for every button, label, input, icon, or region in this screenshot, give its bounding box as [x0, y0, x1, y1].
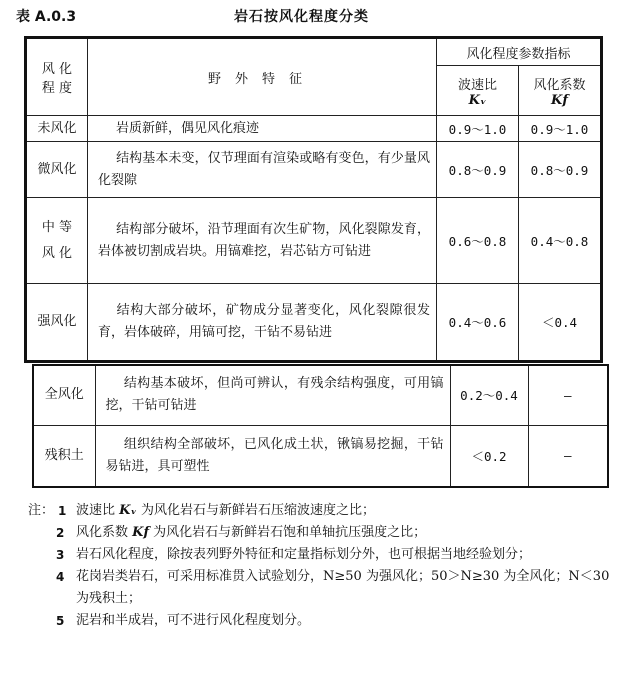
wave-ratio-label: 波速比 — [457, 77, 497, 93]
grade-header-line1: 风 化 — [41, 62, 73, 77]
note-item — [28, 566, 620, 610]
coef-header — [519, 66, 602, 116]
feature-cell — [88, 142, 437, 198]
feature-cell — [88, 198, 437, 284]
note-number: 1 — [58, 504, 67, 518]
grade-line1: 中 等 — [41, 219, 73, 235]
feature-text: 结构基本破坏，但尚可辨认，有残余结构强度，可用镐挖，干钻可钻进 — [105, 376, 444, 414]
feature-text: 组织结构全部破坏，已风化成土状，锹镐易挖掘，干钻易钻进，具可塑性 — [105, 436, 444, 474]
kf-cell: — — [528, 425, 608, 487]
weathering-table-upper — [24, 36, 603, 363]
note-text: 岩石风化程度，除按表列野外特征和定量指标划分外，也可根据当地经验划分； — [76, 547, 532, 562]
note-symbol: Kᵥ — [119, 503, 137, 518]
note-text: 泥岩和半成岩，可不进行风化程度划分。 — [76, 613, 311, 628]
note-symbol: Kf — [132, 525, 150, 540]
feature-cell — [95, 425, 450, 487]
note-item — [28, 500, 620, 522]
kf-cell: 0.4～0.8 — [519, 198, 602, 284]
weathering-table-lower — [32, 364, 609, 488]
kv-cell: 0.4～0.6 — [437, 284, 519, 362]
grade-line2: 风 化 — [41, 245, 73, 261]
table-notes — [28, 500, 620, 632]
table-row — [26, 284, 602, 362]
kf-cell: — — [528, 365, 608, 425]
table-row — [33, 365, 608, 425]
note-number: 5 — [56, 614, 65, 628]
table-row — [26, 142, 602, 198]
grade-cell: 微风化 — [26, 142, 88, 198]
note-text: 风化系数 — [76, 525, 133, 540]
grade-cell: 残积土 — [33, 425, 95, 487]
note-item — [28, 544, 620, 566]
coef-symbol: Kf — [551, 92, 568, 108]
feature-text: 结构大部分破坏，矿物成分显著变化，风化裂隙很发育，岩体破碎，用镐可挖，干钻不易钻进 — [98, 303, 430, 340]
note-text: 花岗岩类岩石，可采用标准贯入试验划分，N≥50 为强风化；50＞N≥30 为全风化；N＜30 为残积土； — [76, 569, 610, 606]
table-row — [26, 116, 602, 142]
grade-cell: 未风化 — [26, 116, 88, 142]
notes-label: 注： — [28, 503, 55, 518]
table-row — [33, 425, 608, 487]
table-title: 岩石按风化程度分类 — [234, 9, 369, 25]
feature-cell — [88, 116, 437, 142]
grade-cell — [26, 198, 88, 284]
kf-cell: ＜0.4 — [519, 284, 602, 362]
note-item — [28, 610, 620, 632]
table-row — [26, 198, 602, 284]
feature-cell — [95, 365, 450, 425]
coef-label: 风化系数 — [533, 77, 586, 93]
note-item — [28, 522, 620, 544]
feature-text: 结构部分破坏，沿节理面有次生矿物，风化裂隙发育，岩体被切割成岩块。用镐难挖，岩芯钻方可钻进 — [98, 221, 430, 259]
grade-cell: 全风化 — [33, 365, 95, 425]
grade-cell: 强风化 — [26, 284, 88, 362]
note-number: 2 — [56, 526, 65, 540]
feature-header: 野外特征 — [88, 38, 437, 116]
grade-header — [26, 38, 88, 116]
feature-cell — [88, 284, 437, 362]
note-number: 3 — [56, 548, 65, 562]
table-caption — [16, 6, 616, 28]
feature-text: 结构基本未变，仅节理面有渲染或略有变色，有少量风化裂隙 — [98, 150, 430, 188]
kv-cell: 0.8～0.9 — [437, 142, 519, 198]
kf-cell: 0.9～1.0 — [519, 116, 602, 142]
note-text: 波速比 — [76, 503, 120, 518]
wave-ratio-header — [437, 66, 519, 116]
kv-cell: 0.9～1.0 — [437, 116, 519, 142]
kv-cell: 0.6～0.8 — [437, 198, 519, 284]
kf-cell: 0.8～0.9 — [519, 142, 602, 198]
feature-text: 岩质新鲜，偶见风化痕迹 — [116, 120, 260, 136]
grade-header-line2: 程 度 — [41, 81, 73, 96]
kv-cell: ＜0.2 — [450, 425, 528, 487]
wave-ratio-symbol: Kᵥ — [468, 92, 487, 108]
table-number: 表 A.0.3 — [16, 9, 77, 25]
note-number: 4 — [56, 570, 65, 584]
note-text-tail: 为风化岩石与新鲜岩石压缩波速度之比； — [136, 503, 375, 518]
kv-cell: 0.2～0.4 — [450, 365, 528, 425]
note-text-tail: 为风化岩石与新鲜岩石饱和单轴抗压强度之比； — [149, 525, 427, 540]
params-header: 风化程度参数指标 — [437, 38, 602, 66]
